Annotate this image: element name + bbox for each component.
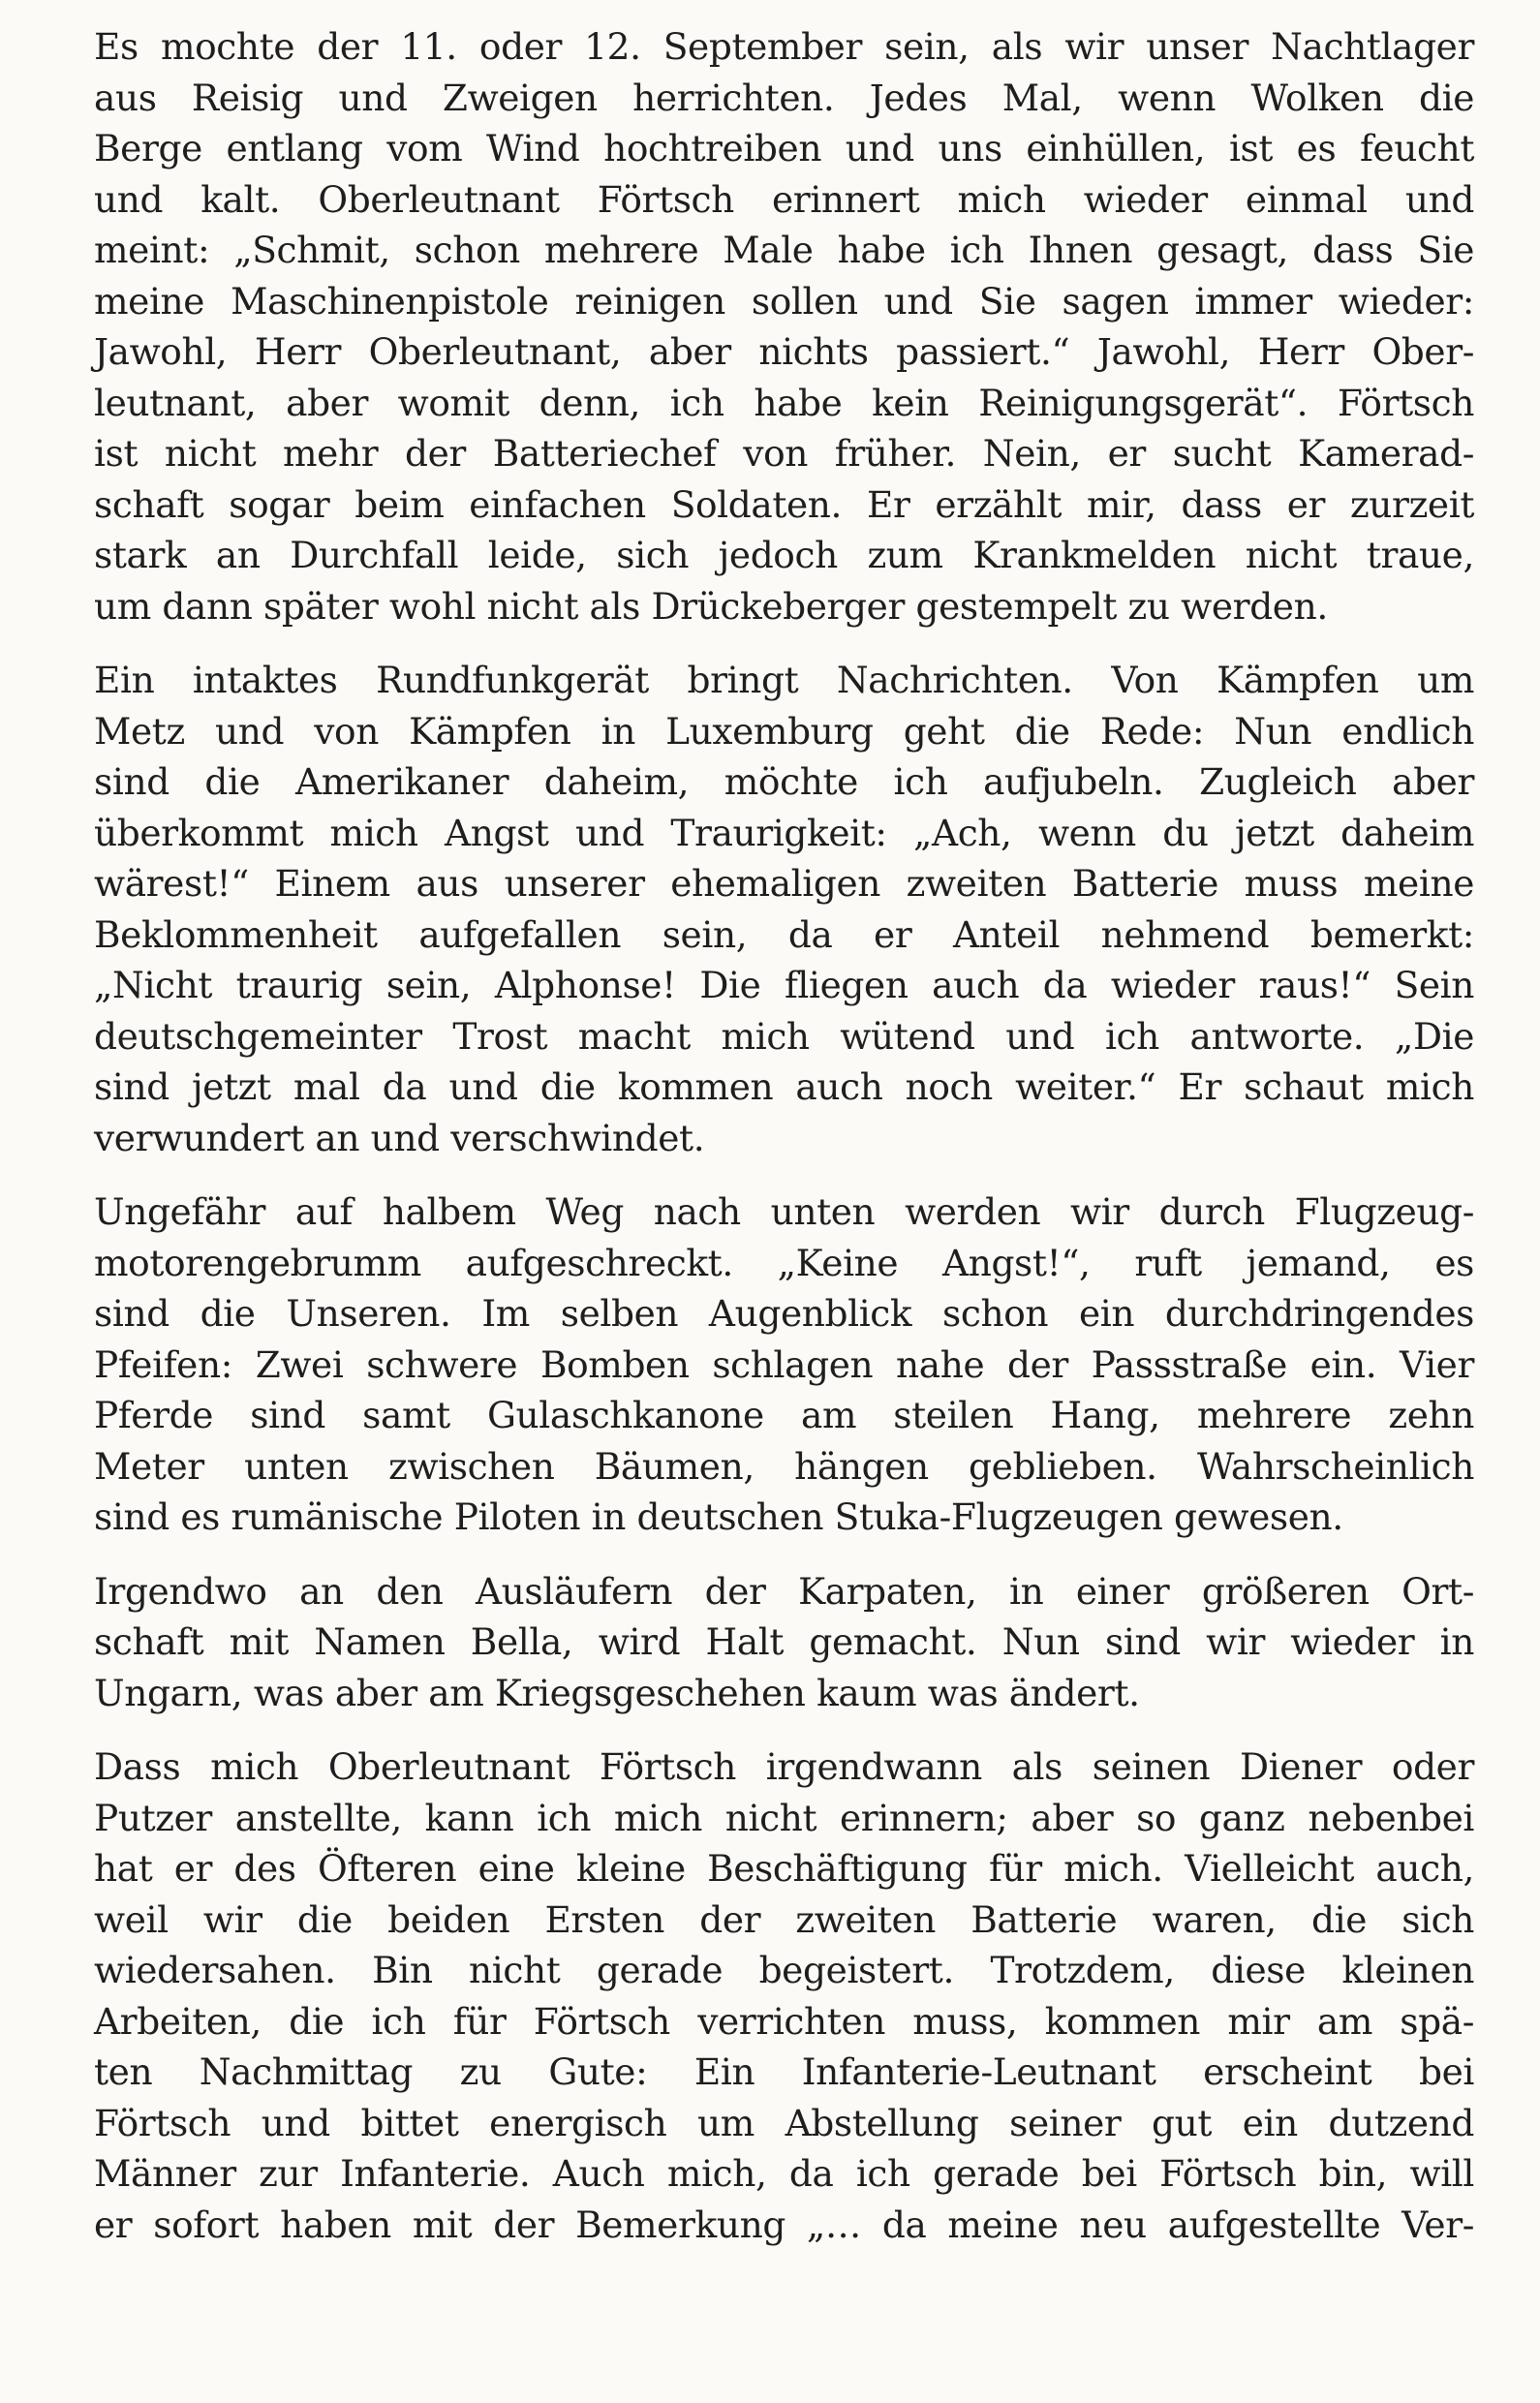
page-text (94, 21, 1474, 2273)
text-line: Pferde sind samt Gulaschkanone am steilen Hang, mehrere zehn (94, 1394, 1474, 1436)
text-line: und kalt. Oberleutnant Förtsch erinnert mich wieder einmal und (94, 177, 1474, 221)
text-line: leutnant, aber womit denn, ich habe kein Reinigungsgerät“. Förtsch (94, 381, 1474, 424)
text-line: Dass mich Oberleutnant Förtsch irgendwann als seinen Diener oder (94, 1745, 1474, 1788)
text-line: Jawohl, Herr Oberleutnant, aber nichts passiert.“ Jawohl, Herr Ober- (94, 330, 1474, 373)
paragraph-4 (94, 1566, 1474, 1719)
text-line: ten Nachmittag zu Gute: Ein Infanterie-Leutnant erscheint bei (94, 2050, 1474, 2093)
text-line: verwundert an und verschwindet. (94, 1116, 705, 1159)
text-line: Ungefähr auf halbem Weg nach unten werden wir durch Flugzeug- (94, 1190, 1474, 1233)
text-line: hat er des Öfteren eine kleine Beschäftigung für mich. Vielleicht auch, (94, 1847, 1474, 1890)
paragraph-1 (94, 21, 1474, 632)
text-line: Irgendwo an den Ausläufern der Karpaten, in einer größeren Ort- (94, 1569, 1474, 1613)
text-line: weil wir die beiden Ersten der zweiten Batterie waren, die sich (94, 1897, 1474, 1941)
text-line: er sofort haben mit der Bemerkung „… da meine neu aufgestellte Ver- (94, 2203, 1474, 2246)
text-line: Meter unten zwischen Bäumen, hängen geblieben. Wahrscheinlich (94, 1444, 1474, 1488)
text-line: Ungarn, was aber am Kriegsgeschehen kaum was ändert. (94, 1671, 1140, 1714)
text-line: Männer zur Infanterie. Auch mich, da ich gerade bei Förtsch bin, will (94, 2152, 1474, 2195)
text-line: Es mochte der 11. oder 12. September sein, als wir unser Nachtlager (94, 25, 1474, 68)
text-line: „Nicht traurig sein, Alphonse! Die fliegen auch da wieder raus!“ Sein (94, 964, 1474, 1006)
text-line: Metz und von Kämpfen in Luxemburg geht die Rede: Nun endlich (94, 709, 1474, 753)
paragraph-5 (94, 1741, 1474, 2250)
text-line: überkommt mich Angst und Traurigkeit: „Ach, wenn du jetzt daheim (94, 811, 1474, 854)
text-line: Putzer anstellte, kann ich mich nicht erinnern; aber so ganz nebenbei (94, 1796, 1474, 1839)
text-line: schaft mit Namen Bella, wird Halt gemacht. Nun sind wir wieder in (94, 1620, 1474, 1663)
text-line: sind die Amerikaner daheim, möchte ich aufjubeln. Zugleich aber (94, 760, 1474, 803)
paragraph-2 (94, 655, 1474, 1163)
text-line: sind jetzt mal da und die kommen auch noch weiter.“ Er schaut mich (94, 1065, 1474, 1108)
text-line: wärest!“ Einem aus unserer ehemaligen zweiten Batterie muss meine (94, 862, 1474, 905)
text-line: meine Maschinenpistole reinigen sollen und Sie sagen immer wieder: (94, 279, 1474, 323)
text-line: Beklommenheit aufgefallen sein, da er Anteil nehmend bemerkt: (94, 912, 1474, 956)
paragraph-3 (94, 1186, 1474, 1543)
text-line: sind die Unseren. Im selben Augenblick schon ein durchdringendes (94, 1292, 1474, 1335)
text-line: sind es rumänische Piloten in deutschen Stuka-Flugzeugen gewesen. (94, 1495, 1343, 1538)
text-line: ist nicht mehr der Batteriechef von früher. Nein, er sucht Kamerad- (94, 432, 1474, 475)
text-line: Berge entlang vom Wind hochtreiben und uns einhüllen, ist es feucht (94, 127, 1474, 169)
text-line: motorengebrumm aufgeschreckt. „Keine Angst!“, ruft jemand, es (94, 1241, 1474, 1284)
text-line: Arbeiten, die ich für Förtsch verrichten muss, kommen mir am spä- (94, 1999, 1474, 2043)
text-line: meint: „Schmit, schon mehrere Male habe ich Ihnen gesagt, dass Sie (94, 229, 1474, 271)
text-line: Förtsch und bittet energisch um Abstellung seiner gut ein dutzend (94, 2101, 1474, 2144)
text-line: um dann später wohl nicht als Drückeberger gestempelt zu werden. (94, 584, 1328, 628)
text-line: Ein intaktes Rundfunkgerät bringt Nachrichten. Von Kämpfen um (94, 659, 1474, 701)
text-line: schaft sogar beim einfachen Soldaten. Er erzählt mir, dass er zurzeit (94, 482, 1474, 526)
text-line: wiedersahen. Bin nicht gerade begeistert. Trotzdem, diese kleinen (94, 1949, 1474, 1991)
text-line: deutschgemeinter Trost macht mich wütend und ich antworte. „Die (94, 1014, 1474, 1058)
text-line: aus Reisig und Zweigen herrichten. Jedes Mal, wenn Wolken die (94, 76, 1474, 119)
text-line: Pfeifen: Zwei schwere Bomben schlagen nahe der Passstraße ein. Vier (94, 1342, 1474, 1386)
text-line: stark an Durchfall leide, sich jedoch zum Krankmelden nicht traue, (94, 534, 1474, 576)
